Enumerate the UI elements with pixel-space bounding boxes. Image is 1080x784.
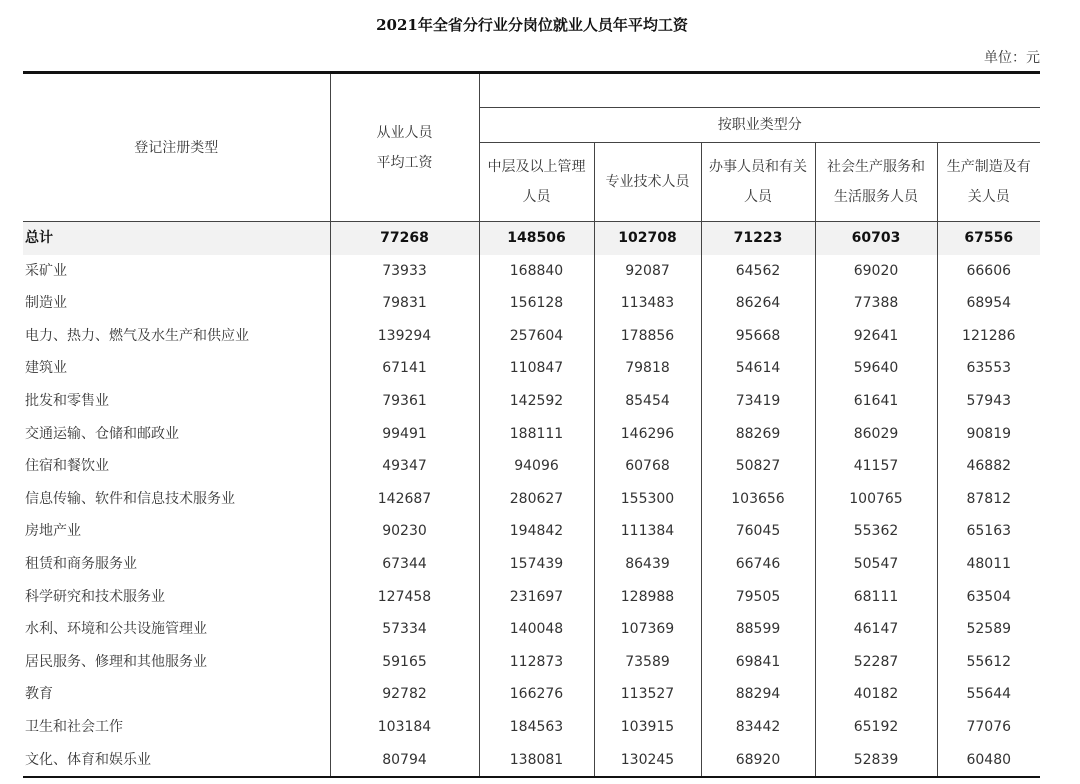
header-occupation-group: 按职业类型分 — [479, 108, 1040, 143]
header-production: 生产制造及有 关人员 — [937, 143, 1040, 222]
wage-mgmt-cell: 94096 — [479, 450, 594, 483]
wage-clerk-cell: 73419 — [701, 385, 815, 418]
table-row — [23, 418, 1040, 451]
wage-clerk-cell: 103656 — [701, 483, 815, 516]
wage-mgmt-cell: 188111 — [479, 418, 594, 451]
table-row — [23, 711, 1040, 744]
industry-name: 卫生和社会工作 — [23, 711, 330, 744]
wage-clerk-cell: 88269 — [701, 418, 815, 451]
wage-avg-cell: 139294 — [330, 320, 479, 353]
wage-tech-cell: 113527 — [594, 678, 701, 711]
wage-clerk-cell: 69841 — [701, 646, 815, 679]
wage-tech-cell: 92087 — [594, 255, 701, 288]
wage-service-cell: 52839 — [815, 744, 937, 777]
wage-clerk-cell: 79505 — [701, 581, 815, 614]
wage-service-cell: 52287 — [815, 646, 937, 679]
wage-prod-cell: 57943 — [966, 392, 1012, 409]
wage-prod-cell: 55644 — [966, 686, 1012, 703]
industry-name: 教育 — [23, 678, 330, 711]
header-management: 中层及以上管理 人员 — [479, 143, 594, 222]
industry-name: 租赁和商务服务业 — [23, 548, 330, 581]
wage-prod-cell: 46882 — [966, 458, 1012, 475]
industry-name: 建筑业 — [23, 352, 330, 385]
wage-mgmt-cell: 148506 — [479, 222, 594, 255]
wage-avg-cell: 57334 — [330, 613, 479, 646]
wage-avg-cell: 92782 — [330, 678, 479, 711]
table-row — [23, 483, 1040, 516]
wage-clerk-cell: 50827 — [701, 450, 815, 483]
wage-mgmt-cell: 194842 — [479, 515, 594, 548]
header-technical: 专业技术人员 — [594, 143, 701, 222]
table-row — [23, 548, 1040, 581]
industry-name: 住宿和餐饮业 — [23, 450, 330, 483]
table-row — [23, 613, 1040, 646]
wage-tech-cell: 155300 — [594, 483, 701, 516]
wage-clerk-cell: 86264 — [701, 287, 815, 320]
wage-service-cell: 61641 — [815, 385, 937, 418]
table-row — [23, 678, 1040, 711]
wage-tech-cell: 102708 — [594, 222, 701, 255]
wage-prod-cell: 63553 — [966, 360, 1012, 377]
wage-avg-cell: 59165 — [330, 646, 479, 679]
wage-service-cell: 92641 — [815, 320, 937, 353]
wage-clerk-cell: 71223 — [701, 222, 815, 255]
wage-prod-cell: 77076 — [966, 718, 1012, 735]
wage-clerk-cell: 64562 — [701, 255, 815, 288]
page-title: 2021年全省分行业分岗位就业人员年平均工资 — [376, 16, 688, 34]
wage-mgmt-cell: 140048 — [479, 613, 594, 646]
wage-prod-cell: 52589 — [966, 621, 1012, 638]
wage-service-cell: 68111 — [815, 581, 937, 614]
wage-mgmt-cell: 110847 — [479, 352, 594, 385]
wage-mgmt-cell: 231697 — [479, 581, 594, 614]
industry-name: 居民服务、修理和其他服务业 — [23, 646, 330, 679]
wage-prod-cell: 87812 — [966, 490, 1012, 507]
table-row — [23, 255, 1040, 288]
wage-service-cell: 50547 — [815, 548, 937, 581]
wage-prod-cell: 90819 — [966, 425, 1012, 442]
wage-clerk-cell: 68920 — [701, 744, 815, 777]
industry-name: 水利、环境和公共设施管理业 — [23, 613, 330, 646]
header-registration-type: 登记注册类型 — [23, 74, 330, 222]
wage-mgmt-cell: 156128 — [479, 287, 594, 320]
wage-tech-cell: 130245 — [594, 744, 701, 777]
industry-name: 总计 — [23, 222, 330, 255]
wage-service-cell: 69020 — [815, 255, 937, 288]
table-row — [23, 744, 1040, 777]
wage-avg-cell: 67344 — [330, 548, 479, 581]
wage-mgmt-cell: 168840 — [479, 255, 594, 288]
industry-name: 房地产业 — [23, 515, 330, 548]
table-body — [23, 222, 1040, 777]
header-service: 社会生产服务和 生活服务人员 — [815, 143, 937, 222]
wage-clerk-cell: 88294 — [701, 678, 815, 711]
wage-mgmt-cell: 166276 — [479, 678, 594, 711]
table-row — [23, 352, 1040, 385]
wage-service-cell: 65192 — [815, 711, 937, 744]
wage-tech-cell: 73589 — [594, 646, 701, 679]
table-row — [23, 646, 1040, 679]
wage-tech-cell: 113483 — [594, 287, 701, 320]
wage-avg-cell: 90230 — [330, 515, 479, 548]
wage-mgmt-cell: 112873 — [479, 646, 594, 679]
wage-service-cell: 59640 — [815, 352, 937, 385]
wage-prod-cell: 68954 — [966, 295, 1012, 312]
industry-name: 科学研究和技术服务业 — [23, 581, 330, 614]
wage-tech-cell: 79818 — [594, 352, 701, 385]
table-row — [23, 287, 1040, 320]
industry-name: 电力、热力、燃气及水生产和供应业 — [23, 320, 330, 353]
wage-tech-cell: 128988 — [594, 581, 701, 614]
industry-name: 批发和零售业 — [23, 385, 330, 418]
wage-tech-cell: 107369 — [594, 613, 701, 646]
industry-name: 交通运输、仓储和邮政业 — [23, 418, 330, 451]
wage-avg-cell: 80794 — [330, 744, 479, 777]
wage-avg-cell: 103184 — [330, 711, 479, 744]
wage-mgmt-cell: 280627 — [479, 483, 594, 516]
industry-name: 文化、体育和娱乐业 — [23, 744, 330, 777]
wage-mgmt-cell: 184563 — [479, 711, 594, 744]
wage-tech-cell: 60768 — [594, 450, 701, 483]
table-row — [23, 450, 1040, 483]
wage-tech-cell: 178856 — [594, 320, 701, 353]
wage-prod-cell: 66606 — [966, 262, 1012, 279]
wage-prod-cell: 65163 — [966, 523, 1012, 540]
wage-service-cell: 60703 — [815, 222, 937, 255]
wage-service-cell: 41157 — [815, 450, 937, 483]
wage-clerk-cell: 88599 — [701, 613, 815, 646]
wage-mgmt-cell: 138081 — [479, 744, 594, 777]
wage-tech-cell: 146296 — [594, 418, 701, 451]
wage-service-cell: 55362 — [815, 515, 937, 548]
wage-mgmt-cell: 157439 — [479, 548, 594, 581]
header-average-wage: 从业人员 平均工资 — [330, 74, 479, 222]
wage-clerk-cell: 66746 — [701, 548, 815, 581]
wage-tech-cell: 85454 — [594, 385, 701, 418]
industry-name: 信息传输、软件和信息技术服务业 — [23, 483, 330, 516]
wage-service-cell: 77388 — [815, 287, 937, 320]
wage-avg-cell: 73933 — [330, 255, 479, 288]
header-clerical: 办事人员和有关 人员 — [701, 143, 815, 222]
wage-avg-cell: 142687 — [330, 483, 479, 516]
wage-service-cell: 86029 — [815, 418, 937, 451]
table-bottom-rule — [23, 776, 1040, 778]
wage-avg-cell: 99491 — [330, 418, 479, 451]
wage-avg-cell: 79361 — [330, 385, 479, 418]
industry-name: 制造业 — [23, 287, 330, 320]
wage-prod-cell: 60480 — [966, 751, 1012, 768]
table-row — [23, 581, 1040, 614]
wage-avg-cell: 77268 — [330, 222, 479, 255]
wage-prod-cell: 121286 — [962, 327, 1016, 344]
wage-service-cell: 100765 — [815, 483, 937, 516]
wage-mgmt-cell: 257604 — [479, 320, 594, 353]
table-row — [23, 515, 1040, 548]
wage-clerk-cell: 76045 — [701, 515, 815, 548]
wage-avg-cell: 79831 — [330, 287, 479, 320]
wage-service-cell: 40182 — [815, 678, 937, 711]
wage-prod-cell: 55612 — [966, 653, 1012, 670]
wage-service-cell: 46147 — [815, 613, 937, 646]
wage-clerk-cell: 95668 — [701, 320, 815, 353]
wage-clerk-cell: 54614 — [701, 352, 815, 385]
table-row — [23, 320, 1040, 353]
industry-name: 采矿业 — [23, 255, 330, 288]
wage-avg-cell: 49347 — [330, 450, 479, 483]
unit-label: 单位：元 — [984, 50, 1040, 66]
wage-avg-cell: 67141 — [330, 352, 479, 385]
wage-mgmt-cell: 142592 — [479, 385, 594, 418]
wage-avg-cell: 127458 — [330, 581, 479, 614]
wage-tech-cell: 103915 — [594, 711, 701, 744]
wage-prod-cell: 48011 — [966, 555, 1012, 572]
wage-clerk-cell: 83442 — [701, 711, 815, 744]
table-row — [23, 385, 1040, 418]
wage-table — [23, 74, 1040, 776]
wage-prod-cell: 63504 — [966, 588, 1012, 605]
wage-prod-cell: 67556 — [937, 222, 1040, 255]
wage-tech-cell: 111384 — [594, 515, 701, 548]
wage-tech-cell: 86439 — [594, 548, 701, 581]
total-row — [23, 222, 1040, 255]
